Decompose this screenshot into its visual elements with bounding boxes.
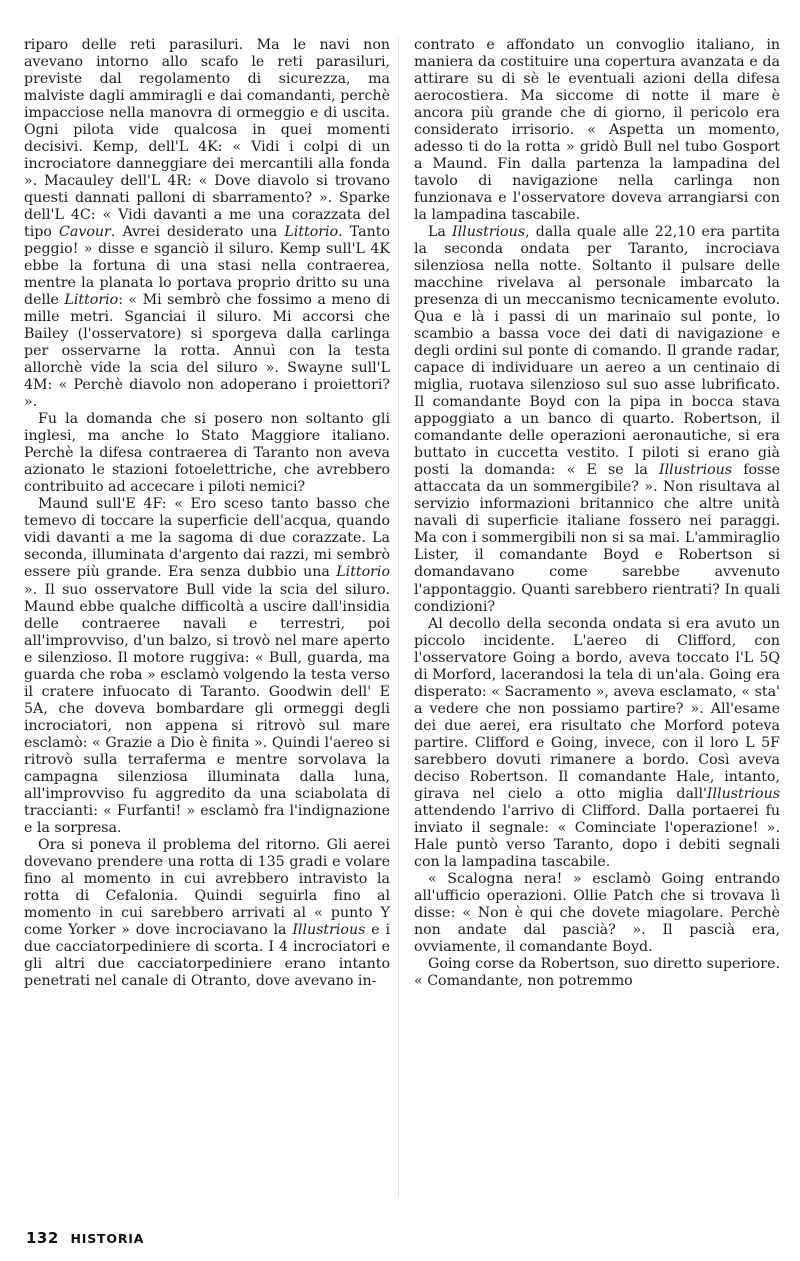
paragraph: Going corse da Robertson, suo diretto superiore. « Comandante, non potremmo — [414, 955, 780, 989]
text-column-right — [414, 37, 780, 990]
page-number: 132 — [26, 1229, 59, 1247]
magazine-name: HISTORIA — [70, 1231, 145, 1246]
paragraph: La Illustrious, dalla quale alle 22,10 era partita la seconda ondata per Taranto, incrociava silenziosa nella notte. Soltanto il pulsare delle macchine rivelava al personale imbarcato la presenza di un meccanismo tecnicamente evoluto. Qua e là i passi di un marinaio sul ponte, lo scambio a bassa voce dei dati di navigazione e degli ordini sul ponte di comando. Il grande radar, capace di individuare un aereo a un centinaio di miglia, ruotava silenzioso sul suo asse lubrificato. Il comandante Boyd con la pipa in bocca stava appoggiato a un banco di quarto. Robertson, il comandante delle operazioni aeronautiche, si era buttato in cuccetta vestito. I piloti si erano già posti la domanda: « E se la Illustrious fosse attaccata da un sommergibile? ». Non risultava al servizio informazioni britannico che altre unità navali di superficie italiane fossero nei paraggi. Ma con i sommergibili non si sa mai. L'ammiraglio Lister, il comandante Boyd e Robertson si domandavano come sarebbe avvenuto l'appontaggio. Quanti sarebbero rientrati? In quali condizioni? — [414, 224, 780, 615]
column-divider — [398, 38, 399, 1198]
paragraph: riparo delle reti parasiluri. Ma le navi non avevano intorno allo scafo le reti parasiluri, previste dal regolamento di sicurezza, ma malviste dagli ammiragli e dai comandanti, perchè impacciose nella manovra di ormeggio e di uscita. Ogni pilota vide qualcosa in quei momenti decisivi. Kemp, dell'L 4K: « Vidi i colpi di un incrociatore danneggiare dei mercantili alla fonda ». Macauley dell'L 4R: « Dove diavolo si trovano questi dannati palloni di sbarramento? ». Sparke dell'L 4C: « Vidi davanti a me una corazzata del tipo Cavour. Avrei desiderato una Littorio. Tanto peggio! » disse e sganciò il siluro. Kemp sull'L 4K ebbe la fortuna di una stasi nella contraerea, mentre la planata lo portava proprio dritto su una delle Littorio: « Mi sembrò che fossimo a meno di mille metri. Sganciai il siluro. Mi accorsi che Bailey (l'osservatore) si sporgeva dalla carlinga per osservarne la rotta. Annuì con la testa allorchè vide la scia del siluro ». Swayne sull'L 4M: « Perchè diavolo non adoperano i proiettori? ». — [24, 37, 390, 411]
page-footer — [26, 1229, 144, 1247]
paragraph: Fu la domanda che si posero non soltanto gli inglesi, ma anche lo Stato Maggiore italiano. Perchè la difesa contraerea di Taranto non aveva azionato le stazioni fotoelettriche, che avrebbero contribuito ad accecare i piloti nemici? — [24, 411, 390, 496]
paragraph: Ora si poneva il problema del ritorno. Gli aerei dovevano prendere una rotta di 135 gradi e volare fino al momento in cui avrebbero intravisto la rotta di Cefalonia. Quindi seguirla fino al momento in cui sarebbero arrivati al « punto Y come Yorker » dove incrociavano la Illustrious e i due cacciatorpediniere di scorta. I 4 incrociatori e gli altri due cacciatorpediniere erano intanto penetrati nel canale di Otranto, dove avevano in- — [24, 836, 390, 989]
paragraph: Maund sull'E 4F: « Ero sceso tanto basso che temevo di toccare la superficie dell'acqua, quando vidi davanti a me la sagoma di due corazzate. La seconda, illuminata d'argento dai razzi, mi sembrò essere più grande. Era senza dubbio una Littorio ». Il suo osservatore Bull vide la scia del siluro. Maund ebbe qualche difficoltà a uscire dall'insidia delle contraeree navali e terrestri, poi all'improvviso, d'un balzo, si trovò nel mare aperto e silenzioso. Il motore ruggiva: « Bull, guarda, ma guarda che roba » esclamò volgendo la testa verso il cratere infuocato di Taranto. Goodwin dell' E 5A, che doveva bombardare gli ormeggi degli incrociatori, non appena si ritrovò sul mare esclamò: « Grazie a Dio è finita ». Quindi l'aereo si ritrovò sulla terraferma e mentre sorvolava la campagna silenziosa illuminata dalla luna, all'improvviso fu aggredito da una sciabolata di traccianti: « Furfanti! » esclamò fra l'indignazione e la sorpresa. — [24, 496, 390, 836]
text-column-left — [24, 37, 390, 990]
paragraph: contrato e affondato un convoglio italiano, in maniera da costituire una copertura avanzata e da attirare su di sè le eventuali azioni della difesa aerocostiera. Ma siccome di notte il mare è ancora più grande che di giorno, il pericolo era considerato irrisorio. « Aspetta un momento, adesso ti do la rotta » gridò Bull nel tubo Gosport a Maund. Fin dalla partenza la lampadina del tavolo di navigazione nella carlinga non funzionava e l'osservatore doveva arrangiarsi con la lampadina tascabile. — [414, 37, 780, 224]
paragraph: Al decollo della seconda ondata si era avuto un piccolo incidente. L'aereo di Clifford, con l'osservatore Going a bordo, aveva toccato l'L 5Q di Morford, lacerandosi la tela di un'ala. Going era disperato: « Sacramento », aveva esclamato, « sta' a vedere che non possiamo partire? ». All'esame dei due aerei, era risultato che Morford poteva partire. Clifford e Going, invece, con il loro L 5F sarebbero dovuti rimanere a bordo. Così aveva deciso Robertson. Il comandante Hale, intanto, girava nel cielo a otto miglia dall'Illustrious attendendo l'arrivo di Clifford. Dalla portaerei fu inviato il segnale: « Cominciate l'operazione! ». Hale puntò verso Taranto, dopo i debiti segnali con la lampadina tascabile. — [414, 615, 780, 870]
paragraph: « Scalogna nera! » esclamò Going entrando all'ufficio operazioni. Ollie Patch che si trovava lì disse: « Non è qui che dovete miagolare. Perchè non andate dal pascià? ». Il pascià era, ovviamente, il comandante Boyd. — [414, 870, 780, 955]
